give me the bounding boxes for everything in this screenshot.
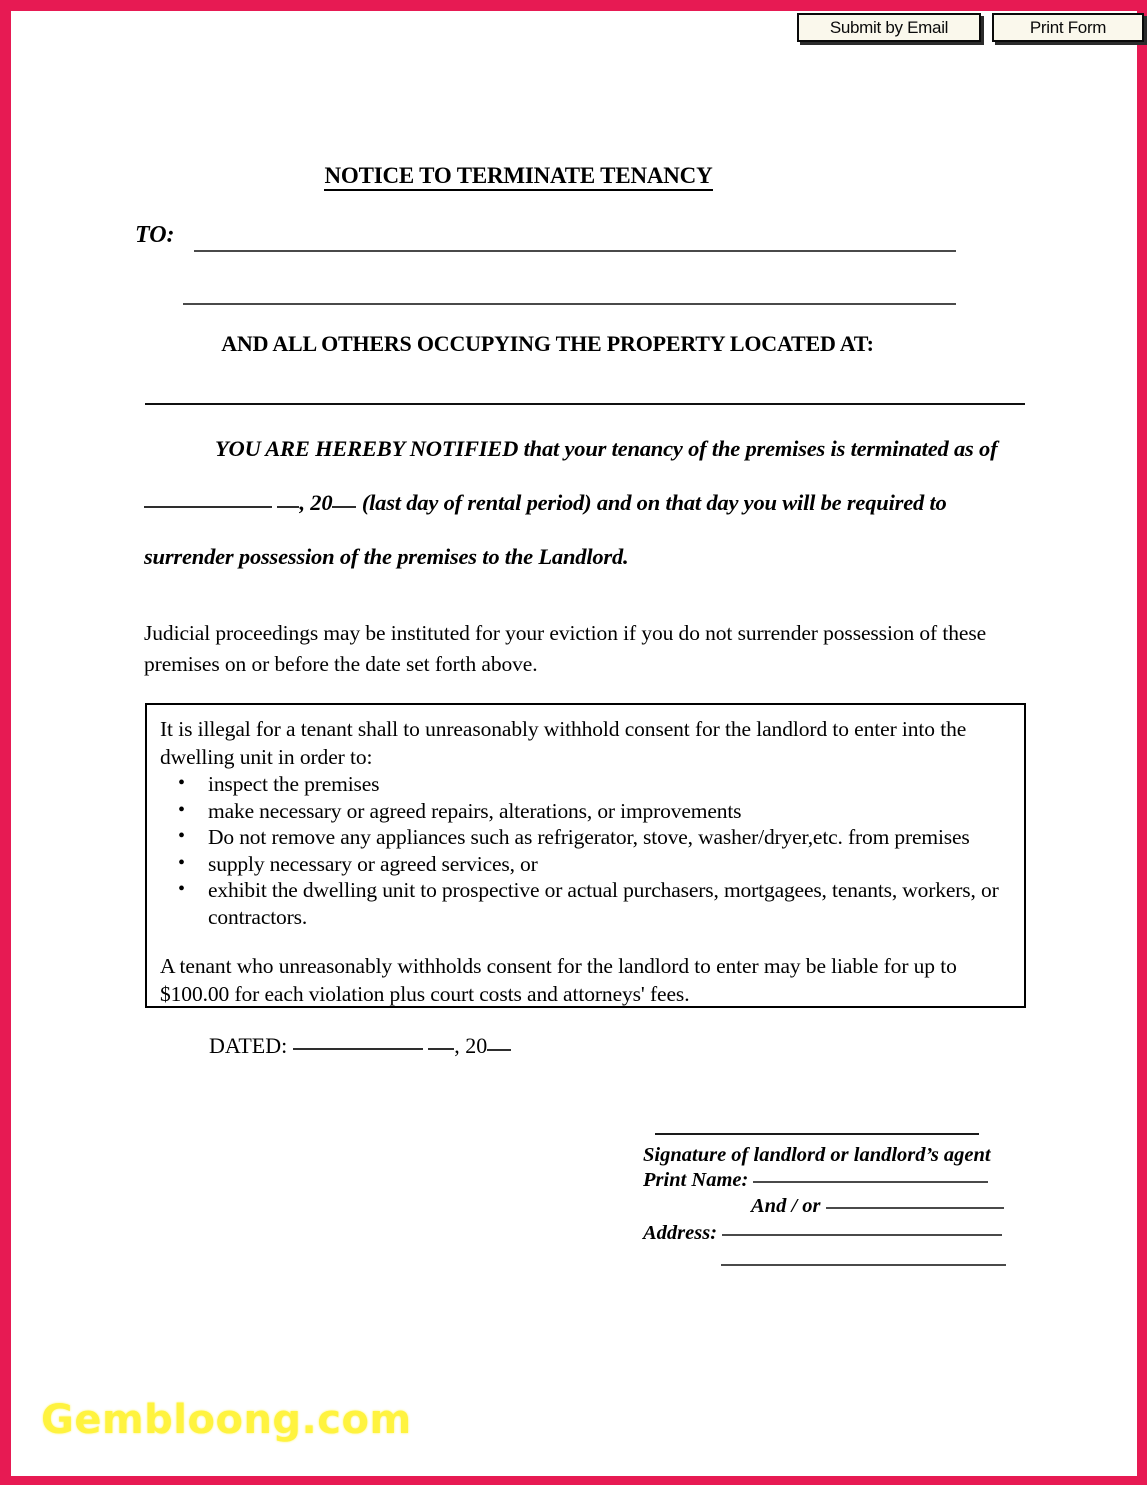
hereby-notified-line-1: YOU ARE HEREBY NOTIFIED that your tenancy of the premises is terminated as of [215, 436, 998, 461]
print-name-input-line[interactable] [753, 1181, 988, 1183]
dated-day-blank[interactable] [428, 1048, 454, 1050]
and-or-row [751, 1194, 1004, 1219]
list-item: • supply necessary or agreed services, or [160, 851, 1015, 878]
list-item: • inspect the premises [160, 771, 1015, 798]
dated-line [209, 1033, 511, 1059]
hereby-notified-line-2 [144, 490, 947, 516]
and-or-input-line[interactable] [826, 1207, 1004, 1209]
judicial-proceedings-paragraph: Judicial proceedings may be instituted for your eviction if you do not surrender possession of these premises on or before the date set forth above. [144, 621, 987, 676]
and-or-label: And / or [751, 1195, 821, 1217]
illegal-withholding-notice-box [145, 703, 1026, 1008]
property-address-line[interactable] [145, 403, 1025, 405]
page-title-text: NOTICE TO TERMINATE TENANCY [324, 163, 712, 191]
signature-line[interactable] [655, 1133, 979, 1135]
dated-year-prefix: , 20 [454, 1033, 488, 1058]
site-watermark: Gembloong.com [41, 1397, 412, 1443]
to-name-line-2[interactable] [183, 303, 956, 305]
print-name-label: Print Name: [643, 1169, 749, 1191]
hereby-line-2-rest: (last day of rental period) and on that day you will be required to [361, 490, 947, 515]
signature-caption: Signature of landlord or landlord’s agent [643, 1144, 991, 1166]
to-label: TO: [135, 222, 175, 248]
address-input-line-2[interactable] [721, 1264, 1006, 1266]
hereby-notified-line-3: surrender possession of the premises to the Landlord. [144, 544, 629, 569]
notice-box-bullet-list [160, 771, 1015, 930]
termination-year-blank[interactable] [332, 506, 356, 508]
document-sheet [11, 11, 1137, 1476]
address-label: Address: [643, 1222, 718, 1244]
termination-year-prefix: , 20 [299, 490, 333, 515]
address-row [643, 1221, 1002, 1246]
page-title [11, 163, 1026, 189]
address-input-line-1[interactable] [722, 1234, 1002, 1236]
dated-year-blank[interactable] [487, 1049, 511, 1051]
print-form-button[interactable]: Print Form [992, 13, 1144, 42]
notice-box-closing: A tenant who unreasonably withholds consent for the landlord to enter may be liable for up to $100.00 for each violation plus court costs and attorneys' fees. [160, 954, 957, 1006]
to-name-line-1[interactable] [194, 250, 956, 252]
termination-date-blank[interactable] [144, 506, 272, 508]
submit-by-email-button[interactable]: Submit by Email [797, 13, 981, 42]
termination-day-blank[interactable] [277, 506, 299, 508]
dated-month-blank[interactable] [293, 1048, 423, 1050]
occupants-heading: AND ALL OTHERS OCCUPYING THE PROPERTY LOCATED AT: [221, 331, 874, 356]
list-item: • exhibit the dwelling unit to prospective or actual purchasers, mortgagees, tenants, workers, or contractors. [160, 877, 1015, 930]
print-name-row [643, 1168, 988, 1193]
notice-document [11, 11, 1137, 1476]
list-item: • make necessary or agreed repairs, alterations, or improvements [160, 798, 1015, 825]
dated-label: DATED: [209, 1033, 288, 1058]
list-item: • Do not remove any appliances such as refrigerator, stove, washer/dryer,etc. from premises [160, 824, 1015, 851]
notice-box-intro: It is illegal for a tenant shall to unreasonably withhold consent for the landlord to enter into the dwelling unit in order to: [160, 717, 967, 769]
